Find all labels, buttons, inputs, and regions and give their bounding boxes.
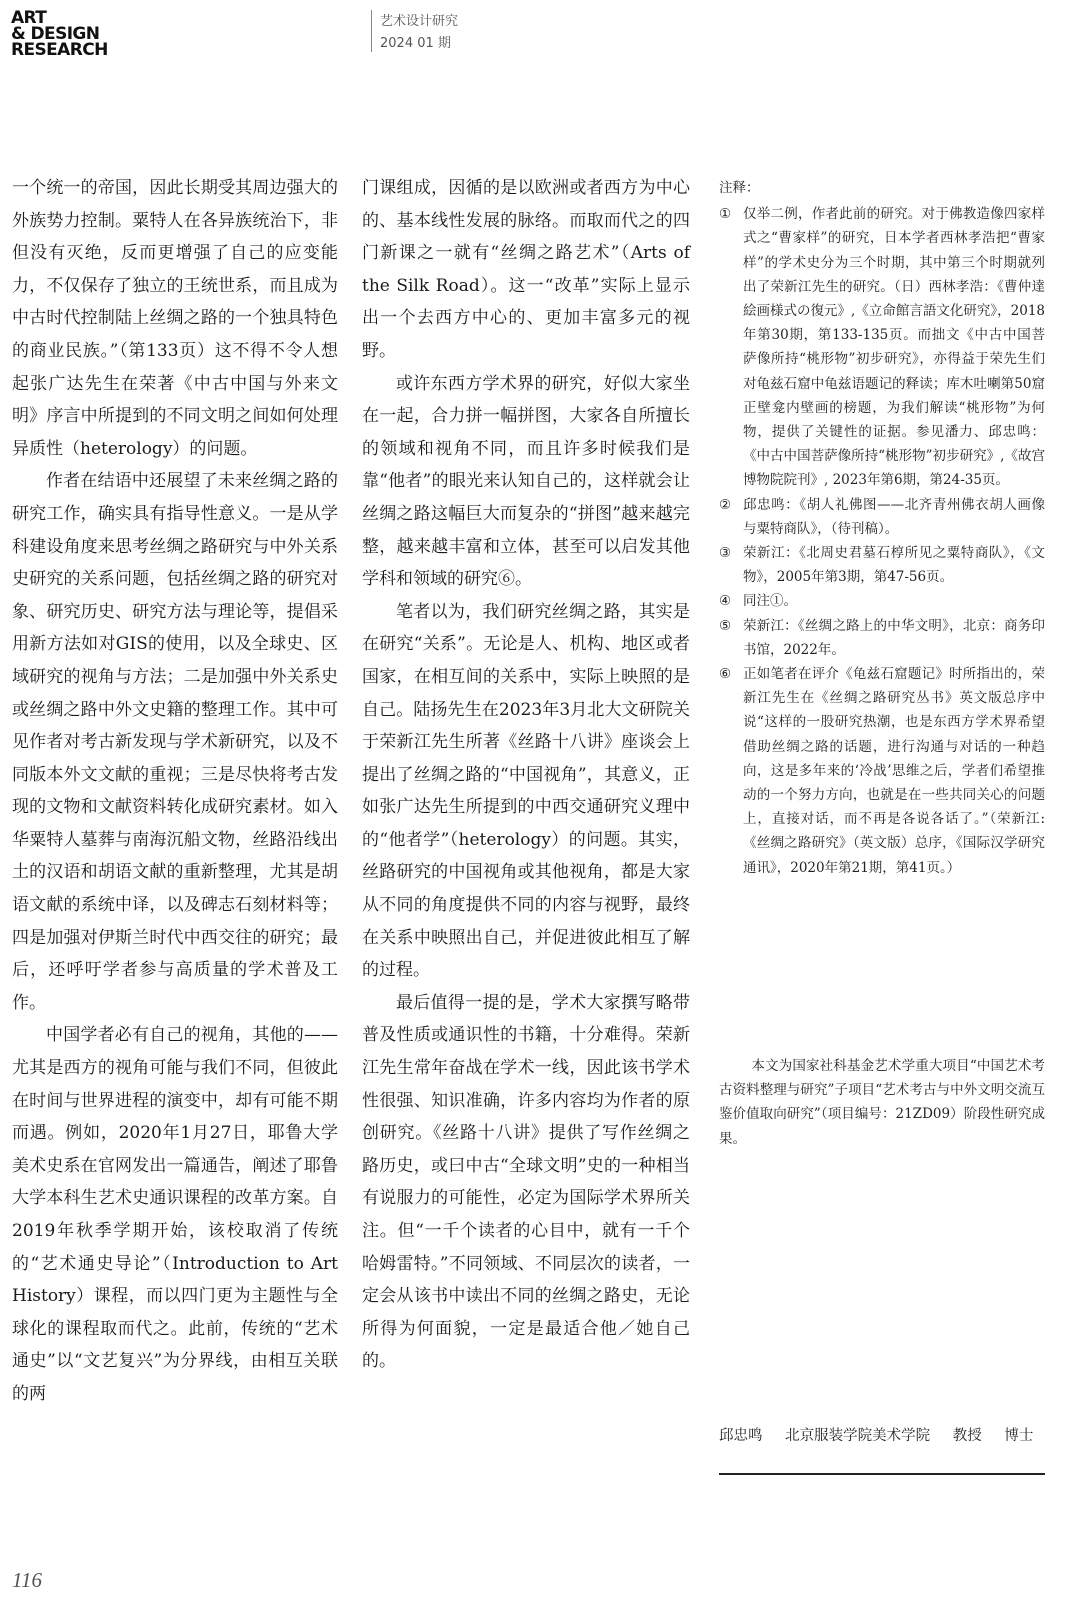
paragraph: 中国学者必有自己的视角，其他的——尤其是西方的视角可能与我们不同，但彼此在时间与世界进程的演变中，却有可能不期而遇。例如，2020年1月27日，耶鲁大学美术史系在官网发出一篇通告，阐述了耶鲁大学本科生艺术史通识课程的改革方案。自2019年秋季学期开始，该校取消了传统的“艺术通史导论”（Introduction to Art History）课程，而以四门更为主题性与全球化的课程取而代之。此前，传统的“艺术通史”以“文艺复兴”为分界线，由相互关联的两 — [12, 1025, 338, 1404]
footnote-text: 仅举二例，作者此前的研究。对于佛教造像四家样式之“曹家样”的研究，日本学者西林孝浩把“曹家样”的学术史分为三个时期，其中第三个时期就列出了荣新江先生的研究。（日）西林孝浩：《曹仲達絵画様式の復元》,《立命館言語文化研究》，2018年第30期，第133-135页。而拙文《中古中国菩萨像所持“桃形物”初步研究》，亦得益于荣先生们对龟兹石窟中龟兹语题记的释读；库木吐喇第50窟正壁龛内壁画的榜题，为我们解读“桃形物”为何物，提供了关键性的证据。参见潘力、邱忠鸣：《中古中国菩萨像所持“桃形物”初步研究》,《故宫博物院院刊》, 2023年第6期，第24-35页。 — [743, 206, 1045, 489]
footnote-text: 正如笔者在评介《龟兹石窟题记》时所指出的，荣新江先生在《丝绸之路研究丛书》英文版总序中说“这样的一股研究热潮，也是东西方学术界希望借助丝绸之路的话题，进行沟通与对话的一种趋向，这是多年来的‘冷战’思维之后，学者们希望推动的一个努力方向，也就是在一些共同关心的问题上，直接对话，而不再是各说各话了。”（荣新江:《丝绸之路研究》（英文版）总序，《国际汉学研究通讯》，2020年第21期，第41页。） — [743, 666, 1045, 876]
logo-line-3: RESEARCH — [11, 40, 108, 60]
footnote-item — [719, 614, 1045, 662]
paragraph: 笔者以为，我们研究丝绸之路，其实是在研究“关系”。无论是人、机构、地区或者国家，在相互间的关系中，实际上映照的是自己。陆扬先生在2023年3月北大文研院关于荣新江先生所著《丝路十八讲》座谈会上提出了丝绸之路的“中国视角”，其意义，正如张广达先生所提到的中西交通研究义理中的“他者学”（heterology）的问题。其实，丝路研究的中国视角或其他视角，都是大家从不同的角度提供不同的内容与视野，最终在关系中映照出自己，并促进彼此相互了解的过程。 — [362, 601, 690, 981]
footnote-number: ① — [719, 206, 732, 223]
footnote-text: 同注①。 — [743, 593, 797, 610]
author-degree: 博士 — [1004, 1428, 1034, 1444]
journal-info — [380, 11, 458, 55]
paragraph: 最后值得一提的是，学术大家撰写略带普及性质或通识性的书籍，十分难得。荣新江先生常年奋战在学术一线，因此该书学术性很强、知识准确，许多内容均为作者的原创研究。《丝路十八讲》提供了写作丝绸之路历史，或曰中古“全球文明”史的一种相当有说服力的可能性，必定为国际学术界所关注。但“一千个读者的心目中，就有一千个哈姆雷特。”不同领域、不同层次的读者，一定会从该书中读出不同的丝绸之路史，无论所得为何面貌，一定是最适合他／她自己的。 — [362, 992, 690, 1372]
header-divider — [371, 10, 372, 52]
journal-logo — [11, 10, 108, 58]
author-affiliation: 北京服装学院美术学院 — [785, 1428, 931, 1444]
author-name: 邱忠鸣 — [719, 1428, 763, 1444]
paragraph: 门课组成，因循的是以欧洲或者西方为中心的、基本线性发展的脉络。而取而代之的四门新课之一就有“丝绸之路艺术”（Arts of the Silk Road）。这一“改革”实际上显示出一个去西方中心的、更加丰富多元的视野。 — [362, 178, 690, 361]
footnote-number: ④ — [719, 593, 732, 610]
paragraph: 一个统一的帝国，因此长期受其周边强大的外族势力控制。粟特人在各异族统治下，非但没有灭绝，反而更增强了自己的应变能力，不仅保存了独立的王统世系，而且成为中古时代控制陆上丝绸之路的一个独具特色的商业民族。”（第133页）这不得不令人想起张广达先生在荣著《中古中国与外来文明》序言中所提到的不同文明之间如何处理异质性（heterology）的问题。 — [12, 178, 338, 459]
funding-note: 本文为国家社科基金艺术学重大项目“中国艺术考古资料整理与研究”子项目“艺术考古与中外文明交流互鉴价值取向研究”（项目编号：21ZD09）阶段性研究成果。 — [719, 1058, 1045, 1147]
footnote-item — [719, 662, 1045, 880]
footnote-number: ③ — [719, 545, 732, 562]
footnote-text: 荣新江：《北周史君墓石椁所见之粟特商队》，《文物》，2005年第3期，第47-56页。 — [743, 545, 1045, 586]
footnote-text: 邱忠鸣：《胡人礼佛图——北齐青州佛衣胡人画像与粟特商队》，（待刊稿）。 — [743, 496, 1045, 537]
journal-name: 艺术设计研究 — [380, 14, 459, 29]
footnotes — [719, 176, 1045, 880]
body-column-1 — [12, 172, 338, 1411]
notes-title: 注释： — [719, 180, 760, 196]
author-rule — [719, 1473, 1045, 1475]
body-column-2 — [362, 172, 690, 1378]
footnote-number: ② — [719, 496, 732, 513]
logo-line-2: & DESIGN — [11, 24, 100, 44]
footnote-item — [719, 202, 1045, 492]
journal-issue: 2024 01 期 — [380, 36, 451, 51]
logo-line-1: ART — [11, 8, 47, 28]
footnote-number: ⑤ — [719, 617, 732, 634]
footnote-item — [719, 541, 1045, 589]
author-info — [719, 1424, 1051, 1445]
author-title: 教授 — [952, 1428, 982, 1444]
footnote-item — [719, 493, 1045, 541]
paragraph: 或许东西方学术界的研究，好似大家坐在一起，合力拼一幅拼图，大家各自所擅长的领域和视角不同，而且许多时候我们是靠“他者”的眼光来认知自己的，这样就会让丝绸之路这幅巨大而复杂的“拼图”越来越完整，越来越丰富和立体，甚至可以启发其他学科和领域的研究⑥。 — [362, 373, 690, 590]
footnote-number: ⑥ — [719, 666, 732, 683]
footnote-item — [719, 589, 1045, 613]
footnote-text: 荣新江：《丝绸之路上的中华文明》，北京：商务印书馆，2022年。 — [743, 617, 1045, 658]
page-number: 116 — [12, 1568, 42, 1592]
paragraph: 作者在结语中还展望了未来丝绸之路的研究工作，确实具有指导性意义。一是从学科建设角度来思考丝绸之路研究与中外关系史研究的关系问题，包括丝绸之路的研究对象、研究历史、研究方法与理论等，提倡采用新方法如对GIS的使用，以及全球史、区域研究的视角与方法；二是加强中外关系史或丝绸之路中外文史籍的整理工作。其中可见作者对考古新发现与学术新研究，以及不同版本外文文献的重视；三是尽快将考古发现的文物和文献资料转化成研究素材。如入华粟特人墓葬与南海沉船文物，丝路沿线出土的汉语和胡语文献的重新整理，尤其是胡语文献的系统中译，以及碑志石刻材料等；四是加强对伊斯兰时代中西交往的研究；最后，还呼吁学者参与高质量的学术普及工作。 — [12, 471, 338, 1013]
